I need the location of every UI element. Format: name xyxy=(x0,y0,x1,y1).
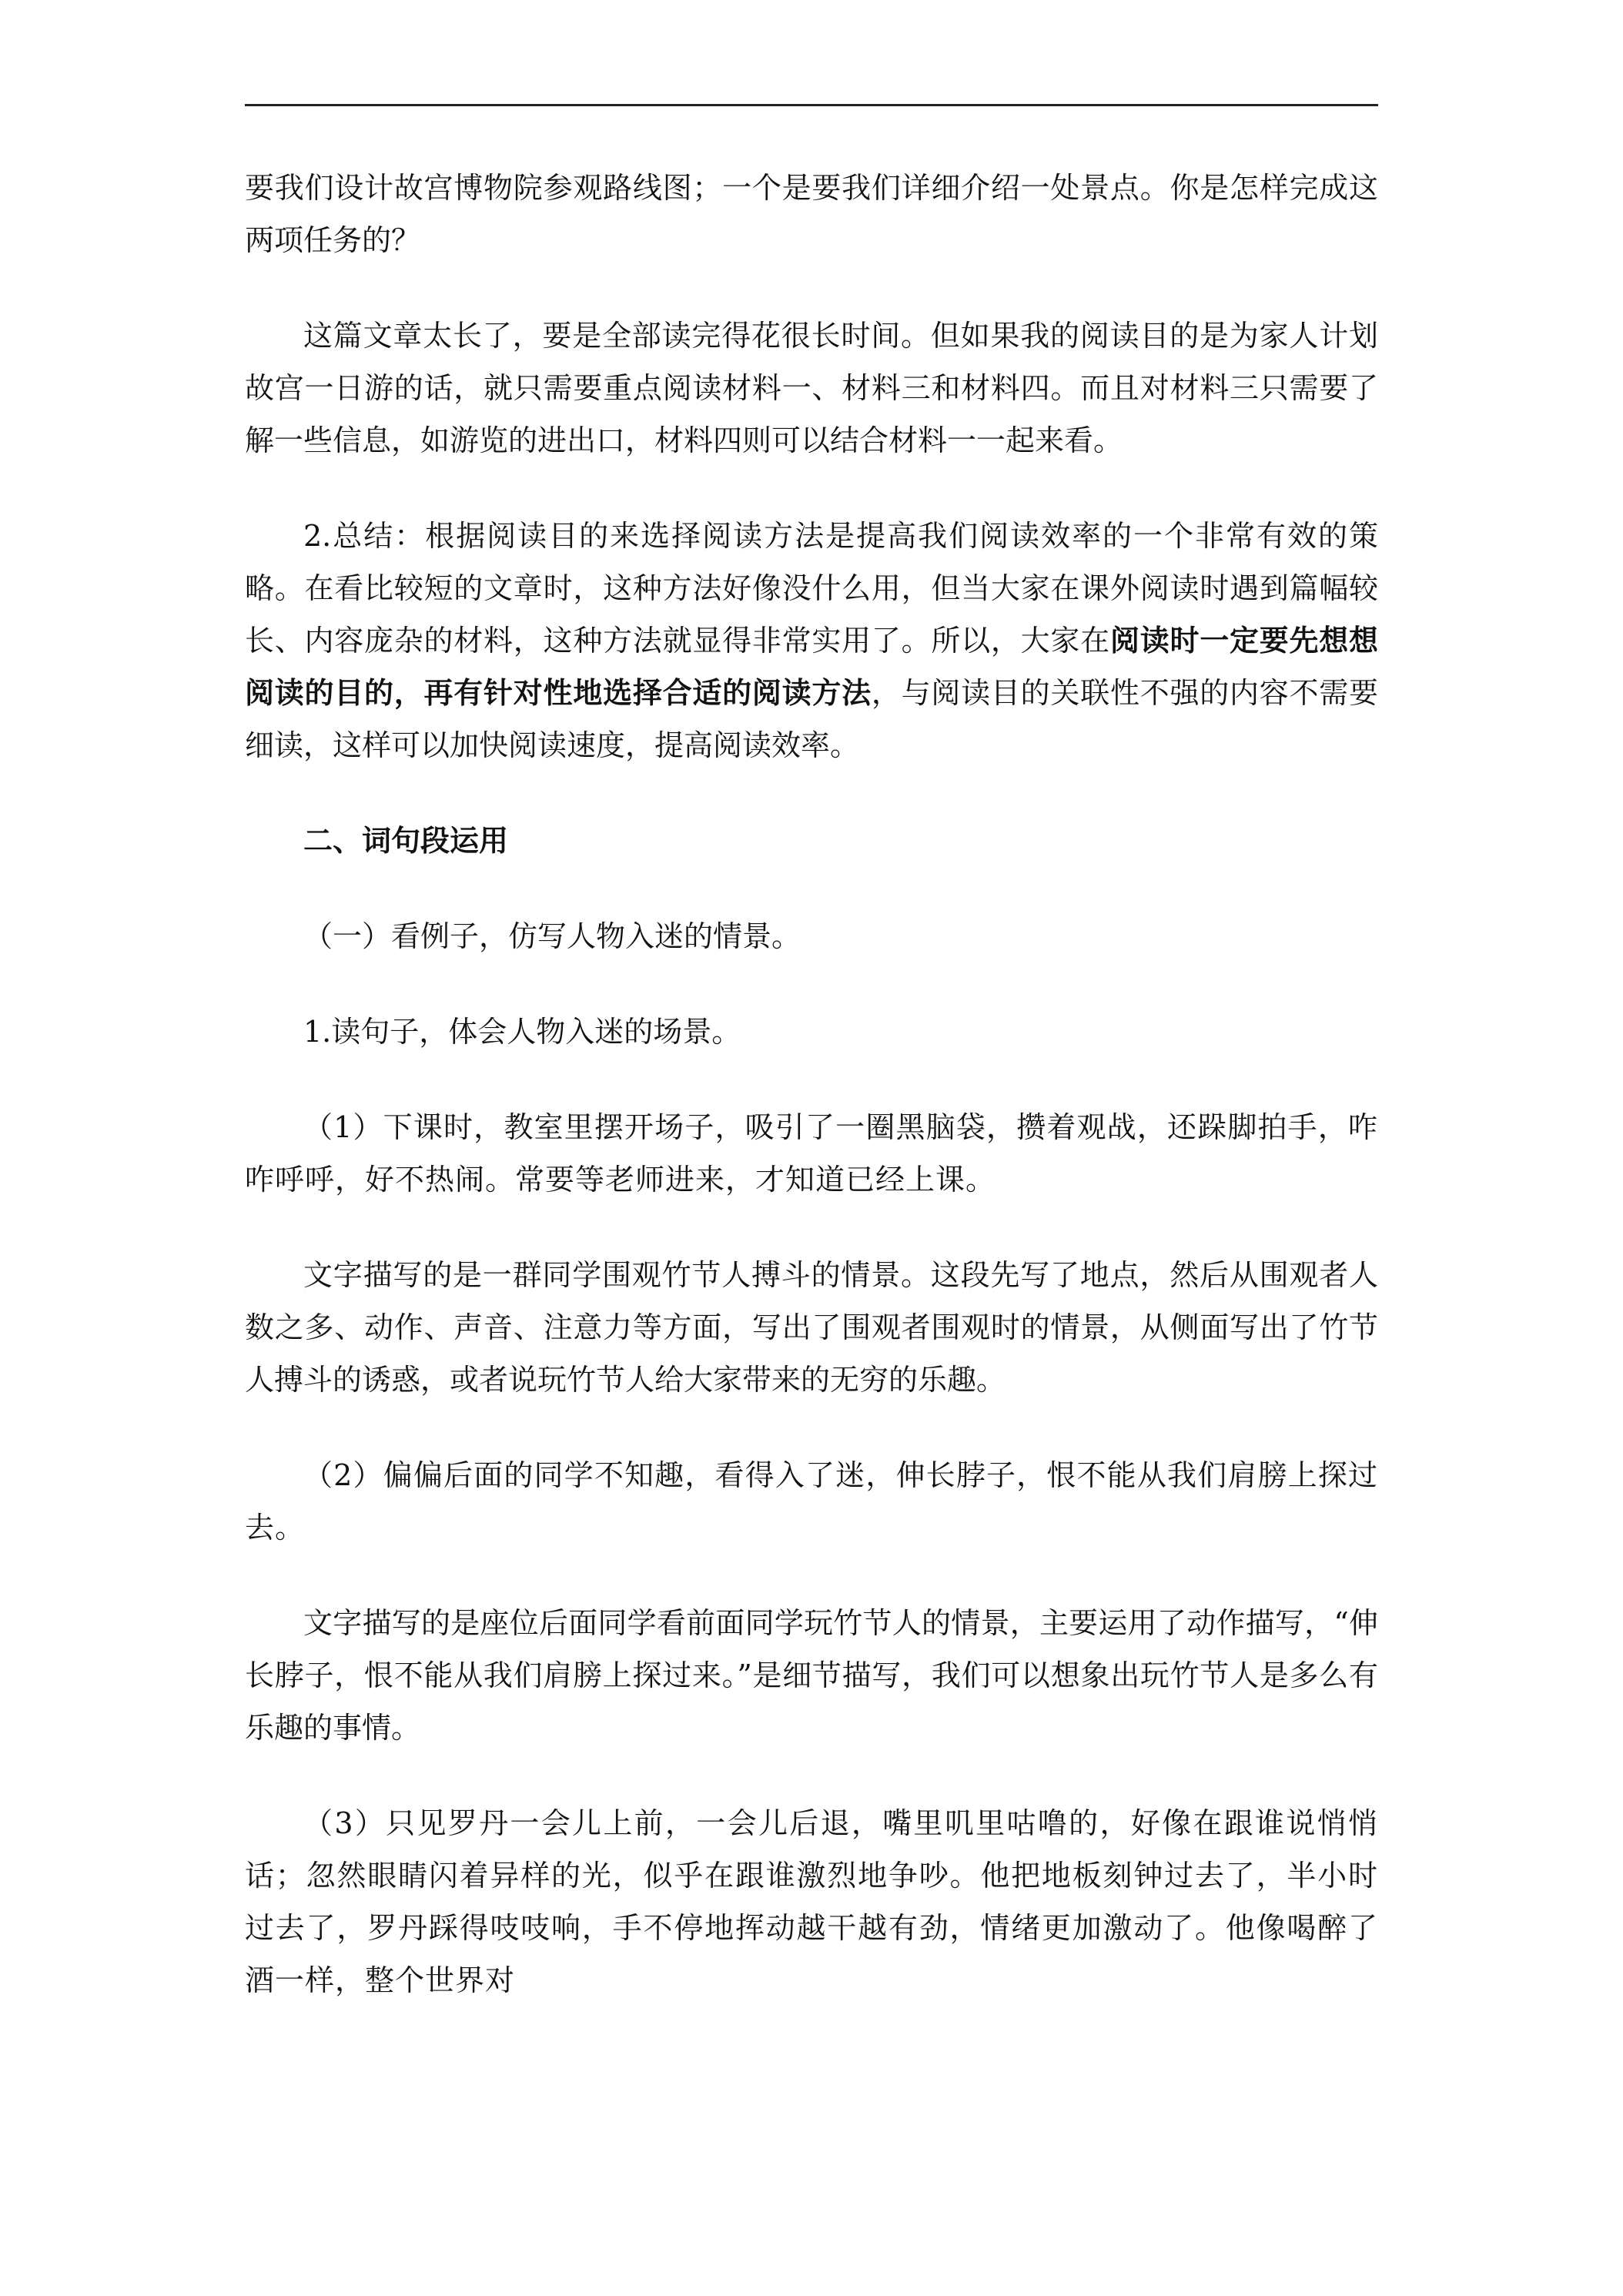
analysis-paragraph: 文字描写的是座位后面同学看前面同学玩竹节人的情景，主要运用了动作描写，“伸长脖子，恨不能从我们肩膀上探过来。”是细节描写，我们可以想象出玩竹节人是多么有乐趣的事情。 xyxy=(245,1606,1378,1745)
page-body xyxy=(245,162,1378,2050)
instruction-paragraph: 1.读句子，体会人物入迷的场景。 xyxy=(303,1015,741,1049)
summary-text: 2.总结：根据阅读目的来选择阅读方法是提高我们阅读效率的一个非常有效的策略。在看比较短的文章时，这种方法好像没什么用，但当大家在课外阅读时遇到篇幅较长、内容庞杂的材料，这种方法就显得非常实用了。所以，大家在 xyxy=(245,519,1378,658)
example-sentence: （2）偏偏后面的同学不知趣，看得入了迷，伸长脖子，恨不能从我们肩膀上探过去。 xyxy=(245,1458,1378,1545)
summary-paragraph xyxy=(245,510,1378,771)
section-heading: 二、词句段运用 xyxy=(303,824,509,858)
subsection-heading: （一）看例子，仿写人物入迷的情景。 xyxy=(303,919,801,953)
paragraph: 要我们设计故宫博物院参观路线图；一个是要我们详细介绍一处景点。你是怎样完成这两项任务的？ xyxy=(245,171,1378,257)
summary-text-end: ，与阅读目的关联性不强的内容不需要细读，这样可以加快阅读速度，提高阅读效率。 xyxy=(245,676,1378,762)
summary-bold-text: 阅读时一定要先想想阅读的目的，再有针对性地选择合适的阅读方法 xyxy=(245,624,1378,710)
example-sentence: （1）下课时，教室里摆开场子，吸引了一圈黑脑袋，攒着观战，还跺脚拍手，咋咋呼呼，好不热闹。常要等老师进来，才知道已经上课。 xyxy=(245,1110,1378,1197)
header-rule xyxy=(245,104,1378,106)
example-sentence: （3）只见罗丹一会儿上前，一会儿后退，嘴里叽里咕噜的，好像在跟谁说悄悄话；忽然眼睛闪着异样的光，似乎在跟谁激烈地争吵。他把地板刻钟过去了，半小时过去了，罗丹踩得吱吱响，手不停地挥动越干越有劲，情绪更加激动了。他像喝醉了酒一样，整个世界对 xyxy=(245,1806,1378,1997)
paragraph: 这篇文章太长了，要是全部读完得花很长时间。但如果我的阅读目的是为家人计划故宫一日游的话，就只需要重点阅读材料一、材料三和材料四。而且对材料三只需要了解一些信息，如游览的进出口，材料四则可以结合材料一一起来看。 xyxy=(245,319,1378,457)
analysis-paragraph: 文字描写的是一群同学围观竹节人搏斗的情景。这段先写了地点，然后从围观者人数之多、动作、声音、注意力等方面，写出了围观者围观时的情景，从侧面写出了竹节人搏斗的诱惑，或者说玩竹节人给大家带来的无穷的乐趣。 xyxy=(245,1258,1378,1397)
